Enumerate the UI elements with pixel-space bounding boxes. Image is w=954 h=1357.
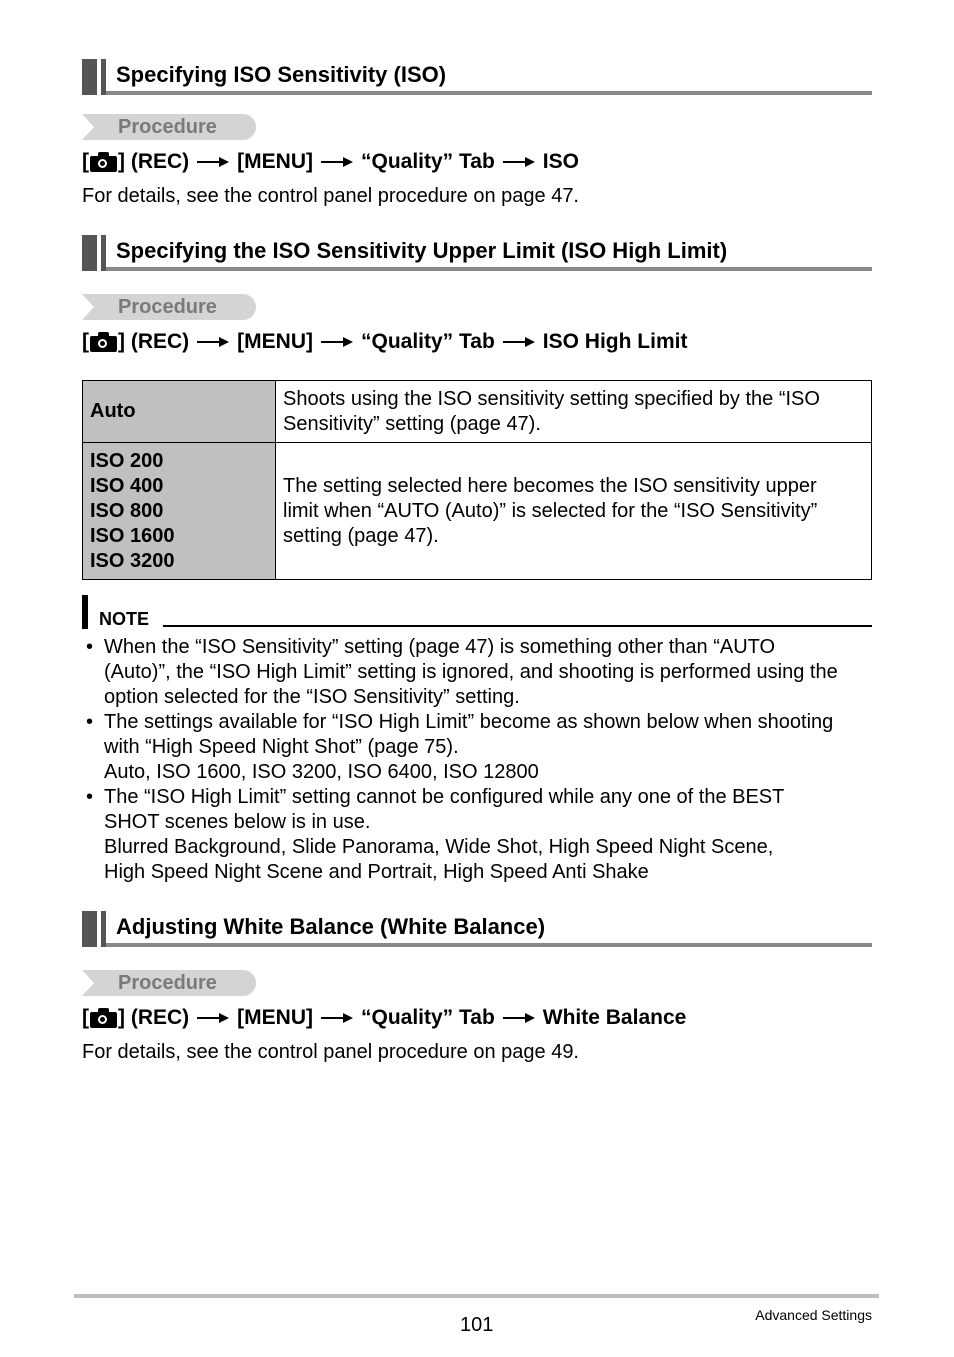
note-item-line: The “ISO High Limit” setting cannot be configured while any one of the BEST (104, 786, 785, 808)
note-item-line: When the “ISO Sensitivity” setting (page 47) is something other than “AUTO (104, 636, 776, 658)
table-desc-cell: Shoots using the ISO sensitivity setting specified by the “ISO Sensitivity” setting (page 47). (276, 381, 872, 443)
table-row (83, 381, 872, 443)
details-text: For details, see the control panel procedure on page 49. (82, 1041, 579, 1063)
arrow-right-icon (197, 157, 229, 167)
arrow-right-icon (321, 337, 353, 347)
footer-divider (74, 1294, 879, 1298)
note-item-line: option selected for the “ISO Sensitivity” setting. (104, 686, 520, 708)
note-item-line: High Speed Night Scene and Portrait, High Speed Anti Shake (104, 861, 649, 883)
section-heading-iso-high-limit (82, 235, 872, 273)
section-title: Adjusting White Balance (White Balance) (116, 914, 546, 939)
procedure-badge: Procedure (82, 294, 256, 320)
table-desc-cell: The setting selected here becomes the ISO sensitivity upper limit when “AUTO (Auto)” is selected for the “ISO Sensitivity” setting (page 47). (276, 443, 872, 580)
note-item-line: The settings available for “ISO High Limit” become as shown below when shooting (104, 711, 834, 733)
note-label: NOTE (99, 609, 150, 629)
camera-icon (90, 1008, 117, 1028)
note-item-line: SHOT scenes below is in use. (104, 811, 371, 833)
arrow-right-icon (503, 1013, 535, 1023)
camera-icon (90, 332, 117, 352)
table-key-cell: ISO 200 ISO 400 ISO 800 ISO 1600 ISO 3200 (83, 443, 276, 580)
procedure-badge: Procedure (82, 114, 256, 140)
bullet-icon: • (86, 711, 94, 733)
note-item-line: (Auto)”, the “ISO High Limit” setting is ignored, and shooting is performed using the (104, 661, 838, 683)
details-text: For details, see the control panel procedure on page 47. (82, 185, 579, 207)
procedure-path-iso: [ ] (REC) [MENU] “Quality” Tab ISO (82, 150, 579, 173)
section-title: Specifying ISO Sensitivity (ISO) (116, 62, 447, 87)
table-row (83, 443, 872, 580)
table-key-cell: Auto (83, 381, 276, 443)
bullet-icon: • (86, 636, 94, 658)
arrow-right-icon (503, 337, 535, 347)
note-divider (163, 625, 872, 627)
section-heading-white-balance (82, 911, 872, 949)
page-number: 101 (460, 1314, 494, 1336)
procedure-path-white-balance: [ ] (REC) [MENU] “Quality” Tab White Balance (82, 1006, 687, 1029)
note-item-line: Auto, ISO 1600, ISO 3200, ISO 6400, ISO 12800 (104, 761, 539, 783)
camera-icon (90, 152, 117, 172)
procedure-badge: Procedure (82, 970, 256, 996)
arrow-right-icon (321, 1013, 353, 1023)
arrow-right-icon (503, 157, 535, 167)
footer-section-name: Advanced Settings (755, 1307, 872, 1323)
arrow-right-icon (321, 157, 353, 167)
note-marker (82, 595, 88, 629)
arrow-right-icon (197, 1013, 229, 1023)
arrow-right-icon (197, 337, 229, 347)
bullet-icon: • (86, 786, 94, 808)
note-item-line: with “High Speed Night Shot” (page 75). (104, 736, 459, 758)
iso-high-limit-table (82, 380, 872, 580)
section-title: Specifying the ISO Sensitivity Upper Limit (ISO High Limit) (116, 238, 728, 263)
section-heading-iso (82, 59, 872, 97)
procedure-path-iso-high-limit: [ ] (REC) [MENU] “Quality” Tab ISO High Limit (82, 330, 688, 353)
note-item-line: Blurred Background, Slide Panorama, Wide Shot, High Speed Night Scene, (104, 836, 774, 858)
